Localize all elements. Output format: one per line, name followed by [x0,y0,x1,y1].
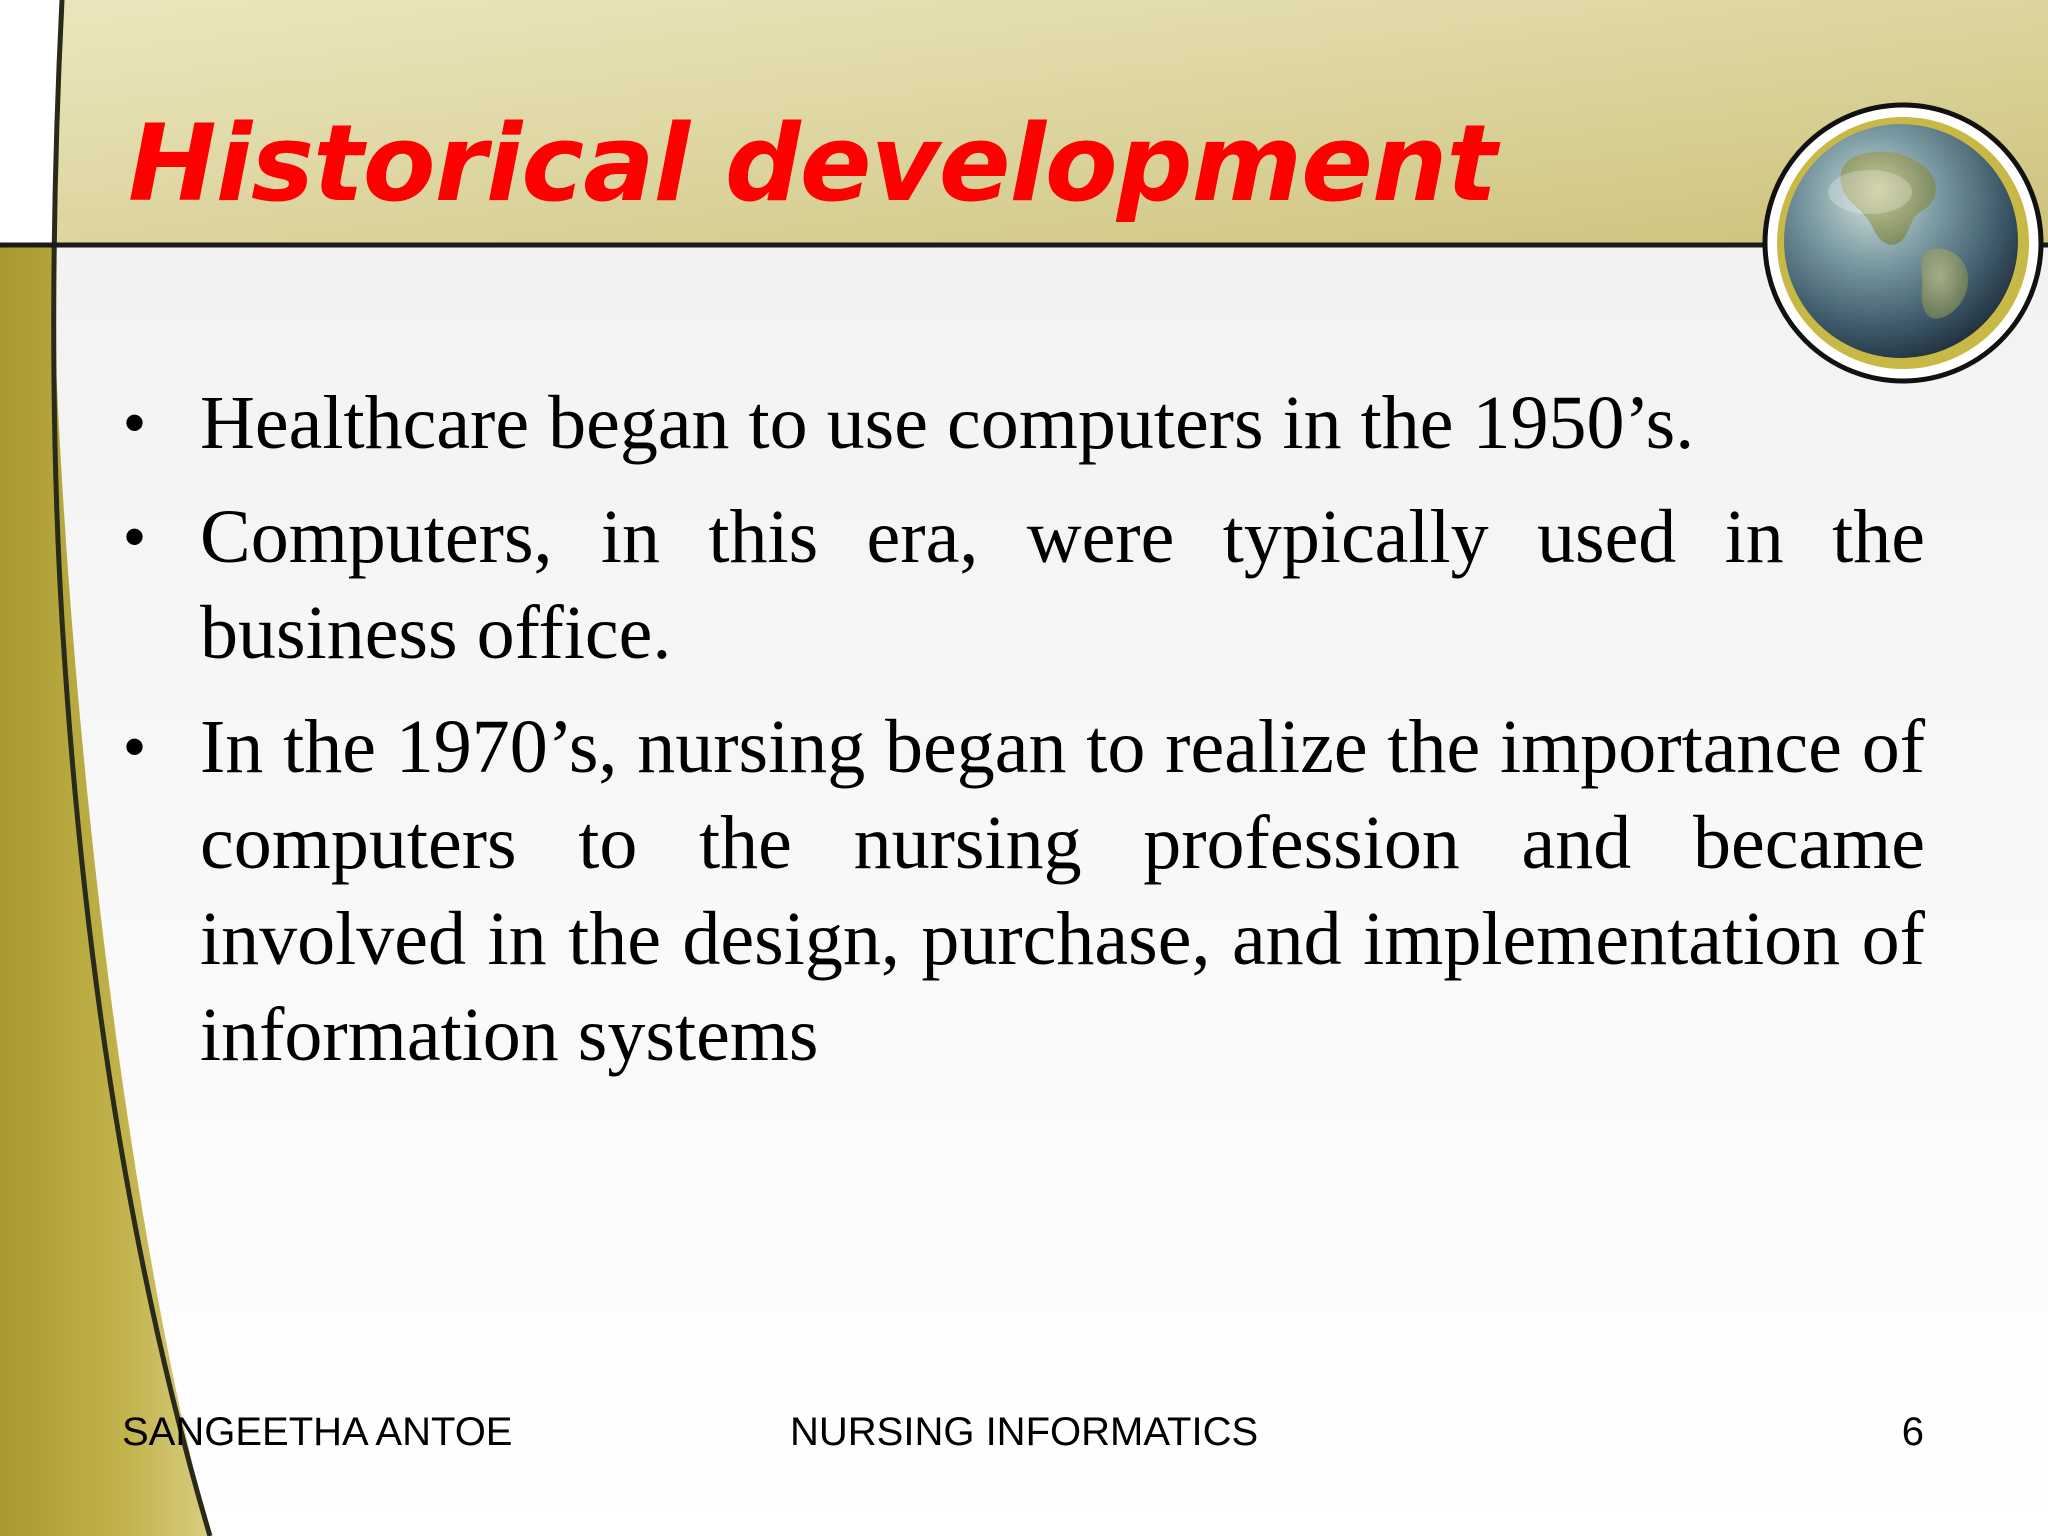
slide-title: Historical development [128,102,1497,225]
footer-author: SANGEETHA ANTOE [122,1410,513,1454]
slide-number: 6 [1901,1410,1924,1454]
bullet-marker: • [124,389,146,456]
globe-icon [1760,100,2046,386]
bullet-text: In the 1970’s, nursing began to realize the importance of computers to the nursing profession and became involved in the design, purchase, and implementation of information systems [200,705,1925,1077]
bullet-list [120,375,1925,1101]
footer-course: NURSING INFORMATICS [790,1410,1259,1454]
bullet-item [120,489,1925,681]
bullet-item [120,375,1925,471]
bullet-marker: • [124,713,146,780]
bullet-item [120,699,1925,1083]
bullet-text: Healthcare began to use computers in the 1950’s. [200,381,1695,465]
bullet-text: Computers, in this era, were typically used in the business office. [200,495,1925,675]
bullet-marker: • [124,503,146,570]
